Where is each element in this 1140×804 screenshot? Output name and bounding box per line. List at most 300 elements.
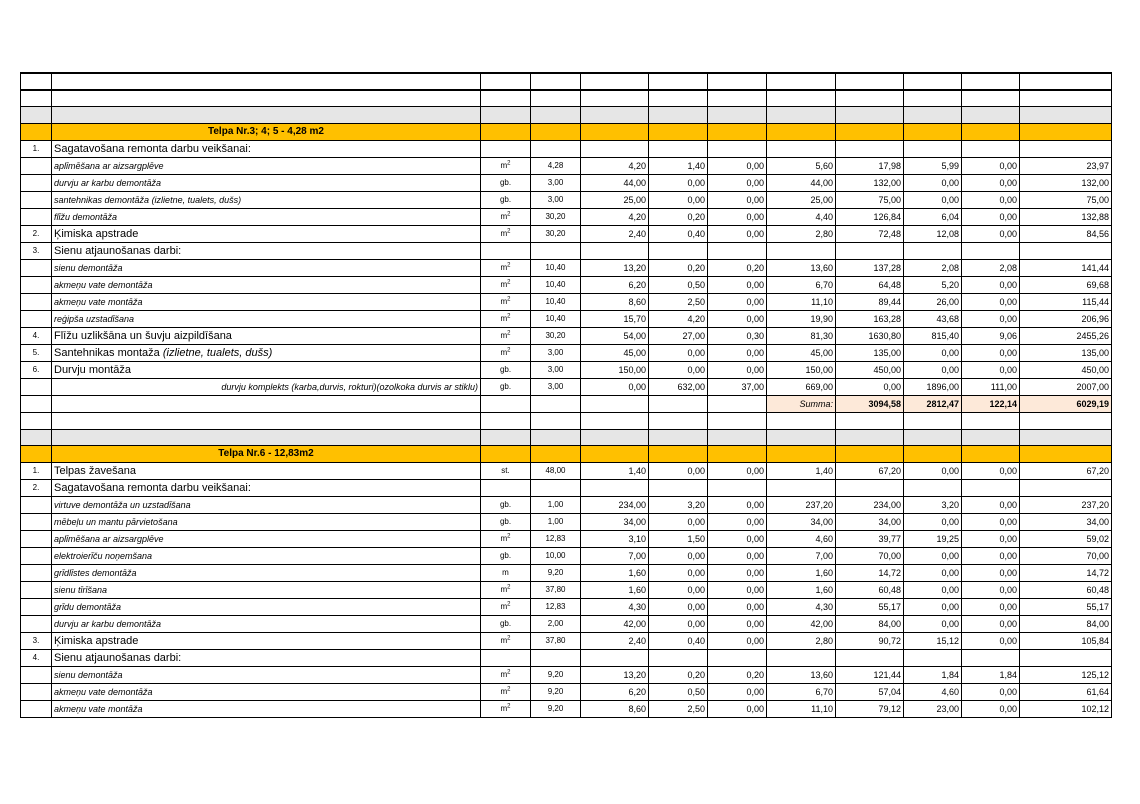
unit-cell: $m^2$ (481, 599, 531, 616)
quantity: 9,20 (531, 565, 581, 582)
value-cell: 75,00 (1020, 191, 1112, 208)
value-cell: 55,17 (836, 599, 904, 616)
value-cell: 0,00 (962, 582, 1020, 599)
value-cell: 0,00 (708, 361, 767, 378)
value-cell: 6,04 (904, 208, 962, 225)
empty-cell (836, 90, 904, 107)
value-cell: 0,00 (904, 191, 962, 208)
empty-cell (904, 446, 962, 463)
value-cell: 0,00 (962, 310, 1020, 327)
value-cell: 0,00 (962, 225, 1020, 242)
value-cell: 5,20 (904, 276, 962, 293)
empty-cell (1020, 446, 1112, 463)
value-cell: 0,00 (649, 514, 708, 531)
value-cell: 6,20 (581, 684, 649, 701)
empty-cell (581, 73, 649, 90)
value-cell: 669,00 (767, 378, 836, 395)
value-cell: 105,84 (1020, 633, 1112, 650)
value-cell (708, 242, 767, 259)
value-cell (904, 140, 962, 157)
value-cell: 6,70 (767, 684, 836, 701)
value-cell: 13,20 (581, 667, 649, 684)
item-number (21, 514, 52, 531)
unit-cell: $m^2$ (481, 633, 531, 650)
value-cell: 14,72 (1020, 565, 1112, 582)
value-cell: 34,00 (581, 514, 649, 531)
value-cell: 43,68 (904, 310, 962, 327)
value-cell (962, 242, 1020, 259)
item-row (21, 225, 1112, 242)
item-description: santehnikas demontāža (izlietne, tualets, dušs) (52, 191, 481, 208)
empty-cell (649, 107, 708, 124)
value-cell (649, 650, 708, 667)
empty-cell (481, 107, 531, 124)
value-cell: 0,00 (649, 361, 708, 378)
summa-value: 6029,19 (1020, 395, 1112, 412)
empty-cell (904, 123, 962, 140)
value-cell: 0,00 (962, 616, 1020, 633)
value-cell: 1,40 (581, 463, 649, 480)
value-cell: 1,40 (767, 463, 836, 480)
empty-cell (649, 429, 708, 446)
value-cell: 15,70 (581, 310, 649, 327)
empty-cell (836, 107, 904, 124)
value-cell: 0,00 (708, 565, 767, 582)
empty-cell (649, 123, 708, 140)
subitem-row (21, 684, 1112, 701)
quantity (531, 242, 581, 259)
value-cell: 4,20 (581, 208, 649, 225)
value-cell (708, 480, 767, 497)
item-number: 6. (21, 361, 52, 378)
item-number (21, 531, 52, 548)
unit-superscript: 2 (507, 330, 511, 337)
value-cell (649, 480, 708, 497)
value-cell: 44,00 (581, 174, 649, 191)
estimate-table (20, 72, 1112, 718)
item-number (21, 174, 52, 191)
unit-superscript: 2 (507, 279, 511, 286)
empty-cell (962, 429, 1020, 446)
value-cell (767, 650, 836, 667)
unit-cell: st. (481, 463, 531, 480)
value-cell: 7,00 (581, 548, 649, 565)
quantity: 10,40 (531, 310, 581, 327)
item-description: mēbeļu un mantu pārvietošana (52, 514, 481, 531)
value-cell: 23,00 (904, 701, 962, 718)
value-cell: 0,00 (904, 599, 962, 616)
item-number: 1. (21, 140, 52, 157)
unit-cell: $m^2$ (481, 327, 531, 344)
value-cell: 15,12 (904, 633, 962, 650)
item-row (21, 344, 1112, 361)
empty-cell (767, 123, 836, 140)
empty-cell (767, 90, 836, 107)
value-cell: 4,30 (767, 599, 836, 616)
value-cell: 6,70 (767, 276, 836, 293)
subitem-row (21, 531, 1112, 548)
value-cell: 137,28 (836, 259, 904, 276)
item-description: durvju ar karbu demontāža (52, 174, 481, 191)
value-cell: 0,50 (649, 684, 708, 701)
value-cell: 0,00 (904, 361, 962, 378)
value-cell: 4,30 (581, 599, 649, 616)
value-cell: 13,60 (767, 259, 836, 276)
item-description: Sienu atjaunošanas darbi: (52, 650, 481, 667)
item-description: aplīmēšana ar aizsargplēve (52, 157, 481, 174)
item-description: grīdu demontāža (52, 599, 481, 616)
value-cell (962, 480, 1020, 497)
item-number: 4. (21, 327, 52, 344)
value-cell: 135,00 (1020, 344, 1112, 361)
value-cell: 0,00 (962, 548, 1020, 565)
empty-cell (649, 412, 708, 429)
value-cell: 23,97 (1020, 157, 1112, 174)
unit-superscript: 2 (507, 584, 511, 591)
empty-cell (767, 107, 836, 124)
value-cell (581, 650, 649, 667)
value-cell: 2,08 (962, 259, 1020, 276)
value-cell: 0,00 (962, 344, 1020, 361)
subitem-row (21, 208, 1112, 225)
item-number (21, 293, 52, 310)
value-cell (1020, 480, 1112, 497)
unit-cell (481, 650, 531, 667)
empty-cell (581, 107, 649, 124)
item-description: Sagatavošana remonta darbu veikšanai: (52, 480, 481, 497)
quantity: 9,20 (531, 701, 581, 718)
empty-cell (581, 429, 649, 446)
value-cell: 42,00 (581, 616, 649, 633)
value-cell: 115,44 (1020, 293, 1112, 310)
value-cell: 0,00 (962, 565, 1020, 582)
empty-cell (836, 73, 904, 90)
value-cell: 0,00 (708, 701, 767, 718)
subitem-row (21, 701, 1112, 718)
value-cell: 1,60 (581, 565, 649, 582)
item-row (21, 242, 1112, 259)
value-cell: 45,00 (767, 344, 836, 361)
value-cell (962, 140, 1020, 157)
empty-cell (904, 73, 962, 90)
quantity: 48,00 (531, 463, 581, 480)
quantity: 37,80 (531, 582, 581, 599)
item-description: Ķimiska apstrade (52, 225, 481, 242)
value-cell: 34,00 (1020, 514, 1112, 531)
subitem-row (21, 616, 1112, 633)
value-cell: 1,60 (767, 582, 836, 599)
value-cell: 234,00 (581, 497, 649, 514)
unit-superscript: 2 (507, 211, 511, 218)
value-cell: 0,50 (649, 276, 708, 293)
value-cell: 75,00 (836, 191, 904, 208)
quantity: 3,00 (531, 378, 581, 395)
quantity (531, 140, 581, 157)
value-cell: 37,00 (708, 378, 767, 395)
value-cell (649, 140, 708, 157)
value-cell: 0,00 (649, 565, 708, 582)
value-cell: 150,00 (767, 361, 836, 378)
item-description: grīdlīstes demontāža (52, 565, 481, 582)
value-cell: 1,60 (581, 582, 649, 599)
unit-cell: gb. (481, 191, 531, 208)
quantity: 3,00 (531, 361, 581, 378)
value-cell: 26,00 (904, 293, 962, 310)
item-description: sienu demontāža (52, 667, 481, 684)
item-number (21, 616, 52, 633)
unit-cell: $m^2$ (481, 208, 531, 225)
subitem-row (21, 293, 1112, 310)
value-cell (904, 650, 962, 667)
empty-cell (708, 90, 767, 107)
quantity: 30,20 (531, 208, 581, 225)
section-title-row (21, 123, 1112, 140)
value-cell: 0,00 (708, 531, 767, 548)
item-description: elektroierīču noņemšana (52, 548, 481, 565)
unit-superscript: 2 (507, 533, 511, 540)
summa-row (21, 395, 1112, 412)
item-number: 5. (21, 344, 52, 361)
empty-cell (52, 429, 481, 446)
subitem-row (21, 497, 1112, 514)
unit-cell: gb. (481, 497, 531, 514)
item-row (21, 463, 1112, 480)
value-cell: 0,00 (904, 548, 962, 565)
value-cell: 0,00 (708, 582, 767, 599)
value-cell: 0,00 (708, 616, 767, 633)
value-cell: 0,00 (904, 582, 962, 599)
value-cell: 0,00 (649, 344, 708, 361)
value-cell: 84,00 (836, 616, 904, 633)
unit-cell: $m^2$ (481, 531, 531, 548)
empty-cell (962, 90, 1020, 107)
value-cell: 0,20 (649, 208, 708, 225)
value-cell: 0,00 (708, 684, 767, 701)
item-number (21, 259, 52, 276)
value-cell: 0,00 (708, 497, 767, 514)
value-cell: 57,04 (836, 684, 904, 701)
item-description: akmeņu vate montāža (52, 701, 481, 718)
value-cell (767, 242, 836, 259)
item-number (21, 599, 52, 616)
value-cell (581, 242, 649, 259)
empty-cell (52, 107, 481, 124)
empty-cell (481, 446, 531, 463)
item-number (21, 208, 52, 225)
value-cell: 632,00 (649, 378, 708, 395)
quantity: 37,80 (531, 633, 581, 650)
unit-superscript: 2 (507, 347, 511, 354)
unit-cell: $m^2$ (481, 701, 531, 718)
empty-cell (1020, 429, 1112, 446)
value-cell: 0,00 (962, 191, 1020, 208)
value-cell: 42,00 (767, 616, 836, 633)
subitem-row (21, 582, 1112, 599)
value-cell: 0,00 (962, 599, 1020, 616)
value-cell: 12,08 (904, 225, 962, 242)
empty-cell (481, 412, 531, 429)
value-cell: 90,72 (836, 633, 904, 650)
value-cell: 0,00 (962, 463, 1020, 480)
empty-cell (962, 446, 1020, 463)
value-cell: 450,00 (836, 361, 904, 378)
value-cell (904, 480, 962, 497)
value-cell: 121,44 (836, 667, 904, 684)
value-cell: 2007,00 (1020, 378, 1112, 395)
item-number (21, 497, 52, 514)
value-cell: 132,00 (1020, 174, 1112, 191)
value-cell: 0,00 (708, 633, 767, 650)
value-cell: 1,40 (649, 157, 708, 174)
value-cell: 163,28 (836, 310, 904, 327)
value-cell: 0,00 (708, 157, 767, 174)
item-description: Flīžu uzlikšāna un šuvju aizpildīšana (52, 327, 481, 344)
gray-row (21, 429, 1112, 446)
value-cell: 0,00 (649, 174, 708, 191)
unit-cell: $m^2$ (481, 582, 531, 599)
value-cell: 0,20 (708, 259, 767, 276)
value-cell: 17,98 (836, 157, 904, 174)
value-cell: 1,84 (962, 667, 1020, 684)
value-cell (581, 140, 649, 157)
subitem-row (21, 548, 1112, 565)
value-cell: 0,30 (708, 327, 767, 344)
empty-cell (531, 73, 581, 90)
spacer-row (21, 412, 1112, 429)
empty-cell (836, 446, 904, 463)
item-description: Santehnikas montaža (izlietne, tualets, dušs) (52, 344, 481, 361)
quantity: 1,00 (531, 497, 581, 514)
value-cell (581, 480, 649, 497)
empty-cell (21, 73, 52, 90)
empty-cell (581, 90, 649, 107)
unit-cell: $m^2$ (481, 276, 531, 293)
unit-superscript: 2 (507, 635, 511, 642)
section-title-row (21, 446, 1112, 463)
value-cell: 450,00 (1020, 361, 1112, 378)
value-cell: 13,20 (581, 259, 649, 276)
value-cell: 135,00 (836, 344, 904, 361)
quantity: 9,20 (531, 667, 581, 684)
value-cell: 0,00 (708, 599, 767, 616)
value-cell: 67,20 (1020, 463, 1112, 480)
unit-cell: $m^2$ (481, 667, 531, 684)
quantity: 3,00 (531, 191, 581, 208)
empty-cell (21, 412, 52, 429)
value-cell: 206,96 (1020, 310, 1112, 327)
value-cell: 0,00 (649, 582, 708, 599)
quantity: 12,83 (531, 599, 581, 616)
quantity: 10,40 (531, 293, 581, 310)
value-cell (836, 480, 904, 497)
item-description: Sagatavošana remonta darbu veikšanai: (52, 140, 481, 157)
value-cell: 3,10 (581, 531, 649, 548)
summa-value: 122,14 (962, 395, 1020, 412)
empty-cell (481, 90, 531, 107)
unit-superscript: 2 (507, 669, 511, 676)
value-cell: 13,60 (767, 667, 836, 684)
value-cell: 4,60 (904, 684, 962, 701)
item-number (21, 310, 52, 327)
empty-cell (649, 446, 708, 463)
value-cell: 60,48 (836, 582, 904, 599)
empty-cell (767, 429, 836, 446)
value-cell: 0,00 (836, 378, 904, 395)
value-cell: 125,12 (1020, 667, 1112, 684)
empty-cell (767, 446, 836, 463)
value-cell: 3,20 (904, 497, 962, 514)
empty-cell (21, 107, 52, 124)
item-number (21, 276, 52, 293)
value-cell: 1896,00 (904, 378, 962, 395)
item-number (21, 684, 52, 701)
value-cell (1020, 140, 1112, 157)
value-cell: 0,00 (962, 514, 1020, 531)
item-number (21, 565, 52, 582)
value-cell: 0,00 (708, 463, 767, 480)
value-cell (708, 140, 767, 157)
value-cell: 79,12 (836, 701, 904, 718)
value-cell: 34,00 (767, 514, 836, 531)
quantity: 12,83 (531, 531, 581, 548)
value-cell: 11,10 (767, 293, 836, 310)
empty-cell (1020, 107, 1112, 124)
value-cell: 132,88 (1020, 208, 1112, 225)
empty-cell (531, 446, 581, 463)
unit-cell: $m^2$ (481, 225, 531, 242)
empty-cell (531, 123, 581, 140)
subitem-row (21, 259, 1112, 276)
empty-cell (708, 446, 767, 463)
value-cell: 0,00 (962, 293, 1020, 310)
value-cell (962, 650, 1020, 667)
subitem-row (21, 565, 1112, 582)
gray-row (21, 107, 1112, 124)
value-cell: 102,12 (1020, 701, 1112, 718)
empty-cell (962, 107, 1020, 124)
value-cell: 2,80 (767, 633, 836, 650)
empty-cell (708, 107, 767, 124)
empty-cell (52, 73, 481, 90)
value-cell: 0,00 (708, 514, 767, 531)
empty-cell (1020, 73, 1112, 90)
value-cell: 0,00 (962, 174, 1020, 191)
value-cell: 9,06 (962, 327, 1020, 344)
value-cell: 0,20 (649, 667, 708, 684)
unit-superscript: 2 (507, 601, 511, 608)
value-cell: 0,00 (904, 616, 962, 633)
unit-cell: $m^2$ (481, 344, 531, 361)
value-cell: 0,00 (649, 616, 708, 633)
subitem-row (21, 599, 1112, 616)
item-number: 1. (21, 463, 52, 480)
value-cell: 55,17 (1020, 599, 1112, 616)
value-cell: 1,60 (767, 565, 836, 582)
value-cell: 89,44 (836, 293, 904, 310)
unit-superscript: 2 (507, 703, 511, 710)
value-cell: 0,00 (708, 548, 767, 565)
empty-cell (481, 429, 531, 446)
value-cell: 25,00 (581, 191, 649, 208)
quantity: 30,20 (531, 225, 581, 242)
value-cell: 237,20 (1020, 497, 1112, 514)
empty-cell (767, 73, 836, 90)
value-cell: 126,84 (836, 208, 904, 225)
value-cell: 132,00 (836, 174, 904, 191)
value-cell: 45,00 (581, 344, 649, 361)
empty-cell (52, 395, 481, 412)
section-title: Telpa Nr.3; 4; 5 - 4,28 m2 (52, 123, 481, 140)
